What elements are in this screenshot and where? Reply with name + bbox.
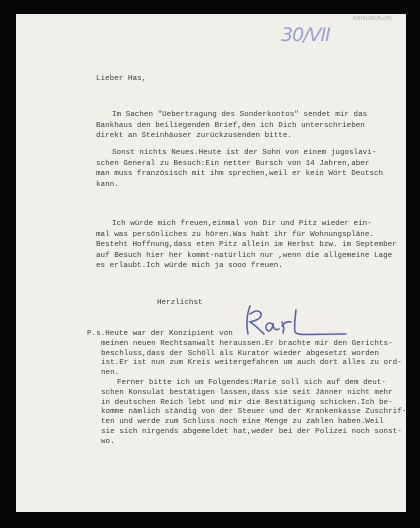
archive-stamp: 30/VII [281, 24, 330, 46]
text-line: Bankhaus den beiliegenden Brief,den ich Dich unterschrieben [96, 121, 365, 130]
text-line: meinen neuen Rechtsanwalt heraussen.Er brachte mir den Gerichts- [101, 339, 393, 348]
letter-page [16, 14, 406, 512]
salutation: Lieber Has, [96, 75, 147, 83]
text-line: Sonst nichts Neues.Heute ist der Sohn von einem jugoslavi- [112, 149, 377, 157]
paragraph-1 [96, 110, 368, 142]
text-line: schen General zu Besuch:Ein netter Bursch von 14 Jahren,aber [96, 159, 370, 168]
postscript [87, 330, 407, 448]
text-line: Besteht Hoffnung,dass eten Pitz allein im Herbst bzw. im September [96, 241, 397, 250]
text-line: Ich würde mich freuen,einmal von Dir und Pitz wieder ein- [112, 220, 372, 228]
text-line: wo. [101, 437, 115, 446]
paragraph-2 [96, 148, 383, 190]
text-line: sie sich nirgends abgemeldet hat,weder bei der Polizei noch sonst- [101, 427, 402, 436]
text-line: mal was persönliches zu hören.Was habt ihr für Wohnungspläne. [96, 230, 374, 239]
text-line: es erlaubt.Ich würde mich ja sooo freuen. [96, 262, 283, 271]
text-line: Im Sachen "Uebertragung des Sonderkontos" sendet mir das [112, 111, 368, 119]
text-line: beschluss,dass der Schöll als Kurator wieder abgesetzt worden [101, 349, 379, 358]
text-line: auf Besuch hier her kommt-natürlich nur ,wenn die allgemeine Lage [96, 251, 393, 260]
text-line: ten und werde zum Schluss noch eine Menge zu zahlen haben.Weil [101, 418, 384, 427]
text-line: komme nämlich ständig von der Steuer und der Krankenkasse Zuschrif- [101, 408, 407, 417]
text-line: kann. [96, 180, 119, 189]
text-line: P.s.Heute war der Konzipient von [87, 330, 233, 338]
text-line: man muss französisch mit ihm sprechen,weil er kein Wort Deutsch [96, 170, 384, 179]
text-line: in deutschen Reich lebt und mir die Bestätigung schicken.Ich be- [101, 398, 393, 407]
text-line: nen. [101, 369, 120, 378]
archive-reference: NNHILNN/Ru/95 [352, 16, 392, 22]
text-line: ist.Er ist nun zum Kreis weitergefahren um auch dort alles zu ord- [101, 359, 402, 368]
closing: Herzlichst [157, 299, 203, 307]
text-line: schen Konsulat bestätigen lassen,dass sie seit Jänner nicht mehr [101, 388, 393, 397]
paragraph-3 [96, 219, 397, 272]
text-line: direkt an Steinhäuser zurückzusenden bitte. [96, 132, 292, 141]
text-line: Ferner bitte ich um Folgendes:Marie soll sich auf dem deut- [117, 378, 386, 387]
